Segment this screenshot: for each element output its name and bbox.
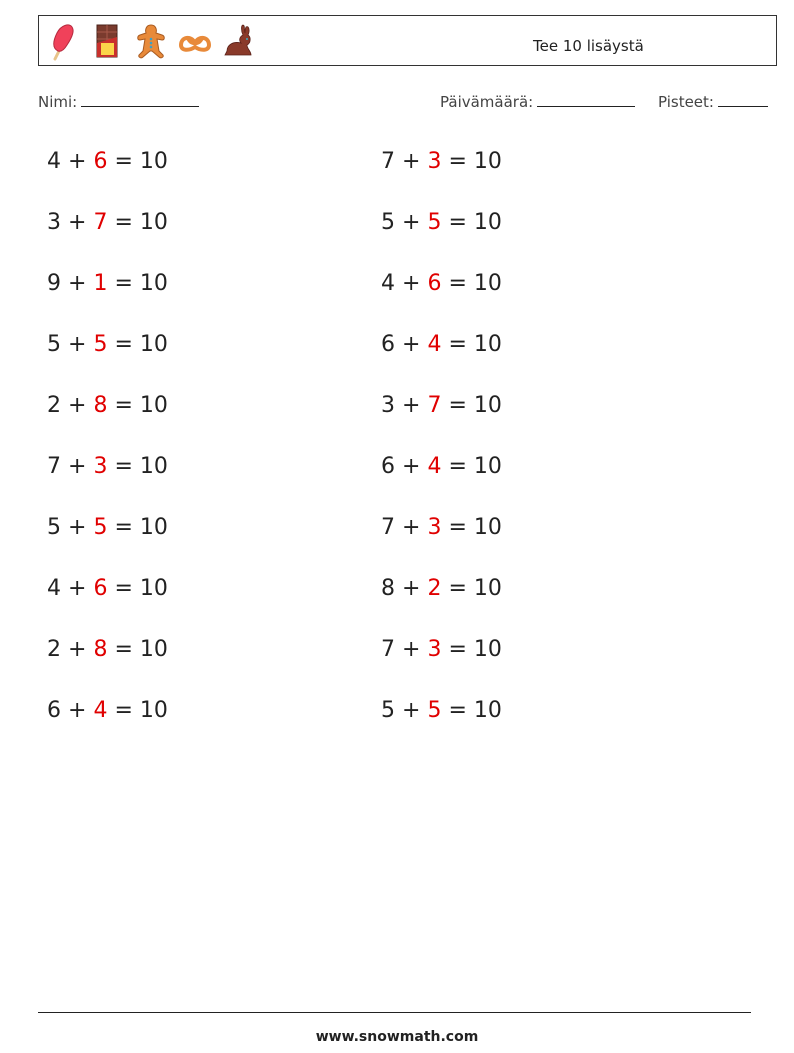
answer: 3 [427,149,442,174]
problem-right-8 [381,576,502,601]
answer: 2 [427,576,442,601]
answer: 8 [93,393,108,418]
date-blank[interactable] [537,92,635,107]
gingerbread-man-icon [133,21,169,61]
addend-a: 2 [47,393,61,418]
equals-sign: = [448,332,467,357]
answer: 5 [93,332,108,357]
answer: 6 [93,149,108,174]
plus-sign: + [402,271,421,296]
equals-sign: = [448,637,467,662]
name-field [38,92,199,111]
problem-right-9 [381,637,502,662]
name-blank[interactable] [81,92,199,107]
answer: 4 [427,332,442,357]
plus-sign: + [402,210,421,235]
footer-url: www.snowmath.com [315,1029,479,1045]
plus-sign: + [402,332,421,357]
plus-sign: + [68,576,87,601]
problem-left-5 [47,393,168,418]
equals-sign: = [448,210,467,235]
header-icons [45,20,257,62]
sum: 10 [473,637,502,662]
addend-a: 9 [47,271,61,296]
chocolate-bar-icon [89,21,125,61]
problem-left-6 [47,454,168,479]
sum: 10 [473,149,502,174]
plus-sign: + [68,210,87,235]
sum: 10 [139,515,168,540]
problem-right-10 [381,698,502,723]
answer: 7 [427,393,442,418]
footer-divider [38,1012,751,1013]
equals-sign: = [114,271,133,296]
score-field [658,92,768,111]
addend-a: 6 [381,332,395,357]
problem-right-7 [381,515,502,540]
worksheet-header [38,15,777,66]
problem-right-2 [381,210,502,235]
equals-sign: = [448,454,467,479]
plus-sign: + [68,271,87,296]
plus-sign: + [68,698,87,723]
worksheet-title: Tee 10 lisäystä [533,37,644,55]
sum: 10 [139,637,168,662]
addend-a: 5 [381,210,395,235]
sum: 10 [139,393,168,418]
equals-sign: = [114,576,133,601]
plus-sign: + [68,454,87,479]
problem-left-9 [47,637,168,662]
equals-sign: = [114,393,133,418]
plus-sign: + [402,637,421,662]
plus-sign: + [402,149,421,174]
equals-sign: = [114,698,133,723]
equals-sign: = [448,149,467,174]
equals-sign: = [114,637,133,662]
equals-sign: = [114,332,133,357]
addend-a: 4 [381,271,395,296]
plus-sign: + [402,454,421,479]
plus-sign: + [68,332,87,357]
answer: 8 [93,637,108,662]
answer: 3 [427,637,442,662]
addend-a: 7 [381,637,395,662]
equals-sign: = [448,698,467,723]
answer: 5 [427,698,442,723]
addend-a: 4 [47,576,61,601]
answer: 5 [427,210,442,235]
equals-sign: = [114,454,133,479]
answer: 6 [427,271,442,296]
addend-a: 6 [47,698,61,723]
answer: 4 [427,454,442,479]
answer: 3 [93,454,108,479]
problem-left-2 [47,210,168,235]
addend-a: 4 [47,149,61,174]
problem-right-1 [381,149,502,174]
plus-sign: + [68,637,87,662]
name-label: Nimi: [38,93,78,111]
plus-sign: + [402,393,421,418]
problem-right-4 [381,332,502,357]
addend-a: 5 [47,515,61,540]
sum: 10 [473,393,502,418]
answer: 6 [93,576,108,601]
plus-sign: + [68,149,87,174]
answer: 1 [93,271,108,296]
sum: 10 [139,332,168,357]
score-blank[interactable] [718,92,768,107]
sum: 10 [139,576,168,601]
answer: 4 [93,698,108,723]
addend-a: 5 [47,332,61,357]
problem-left-4 [47,332,168,357]
addend-a: 6 [381,454,395,479]
sum: 10 [473,210,502,235]
addend-a: 7 [381,149,395,174]
plus-sign: + [68,515,87,540]
problem-right-5 [381,393,502,418]
addend-a: 3 [47,210,61,235]
sum: 10 [139,454,168,479]
problem-right-6 [381,454,502,479]
date-label: Päivämäärä: [440,93,534,111]
plus-sign: + [68,393,87,418]
sum: 10 [139,698,168,723]
equals-sign: = [448,393,467,418]
equals-sign: = [448,576,467,601]
problem-right-3 [381,271,502,296]
plus-sign: + [402,515,421,540]
answer: 5 [93,515,108,540]
answer: 3 [427,515,442,540]
sum: 10 [473,454,502,479]
sum: 10 [473,271,502,296]
answer: 7 [93,210,108,235]
addend-a: 8 [381,576,395,601]
sum: 10 [473,332,502,357]
sum: 10 [139,271,168,296]
date-field [440,92,635,111]
problem-left-8 [47,576,168,601]
popsicle-icon [45,21,81,61]
sum: 10 [473,698,502,723]
score-label: Pisteet: [658,93,714,111]
problem-left-10 [47,698,168,723]
equals-sign: = [114,210,133,235]
addend-a: 2 [47,637,61,662]
equals-sign: = [114,515,133,540]
pretzel-icon [177,21,213,61]
plus-sign: + [402,576,421,601]
addend-a: 5 [381,698,395,723]
addend-a: 7 [381,515,395,540]
problem-left-3 [47,271,168,296]
chocolate-bunny-icon [221,21,257,61]
sum: 10 [473,515,502,540]
addend-a: 3 [381,393,395,418]
problem-left-1 [47,149,168,174]
equals-sign: = [448,515,467,540]
equals-sign: = [114,149,133,174]
problem-left-7 [47,515,168,540]
equals-sign: = [448,271,467,296]
addend-a: 7 [47,454,61,479]
sum: 10 [139,149,168,174]
plus-sign: + [402,698,421,723]
sum: 10 [473,576,502,601]
sum: 10 [139,210,168,235]
